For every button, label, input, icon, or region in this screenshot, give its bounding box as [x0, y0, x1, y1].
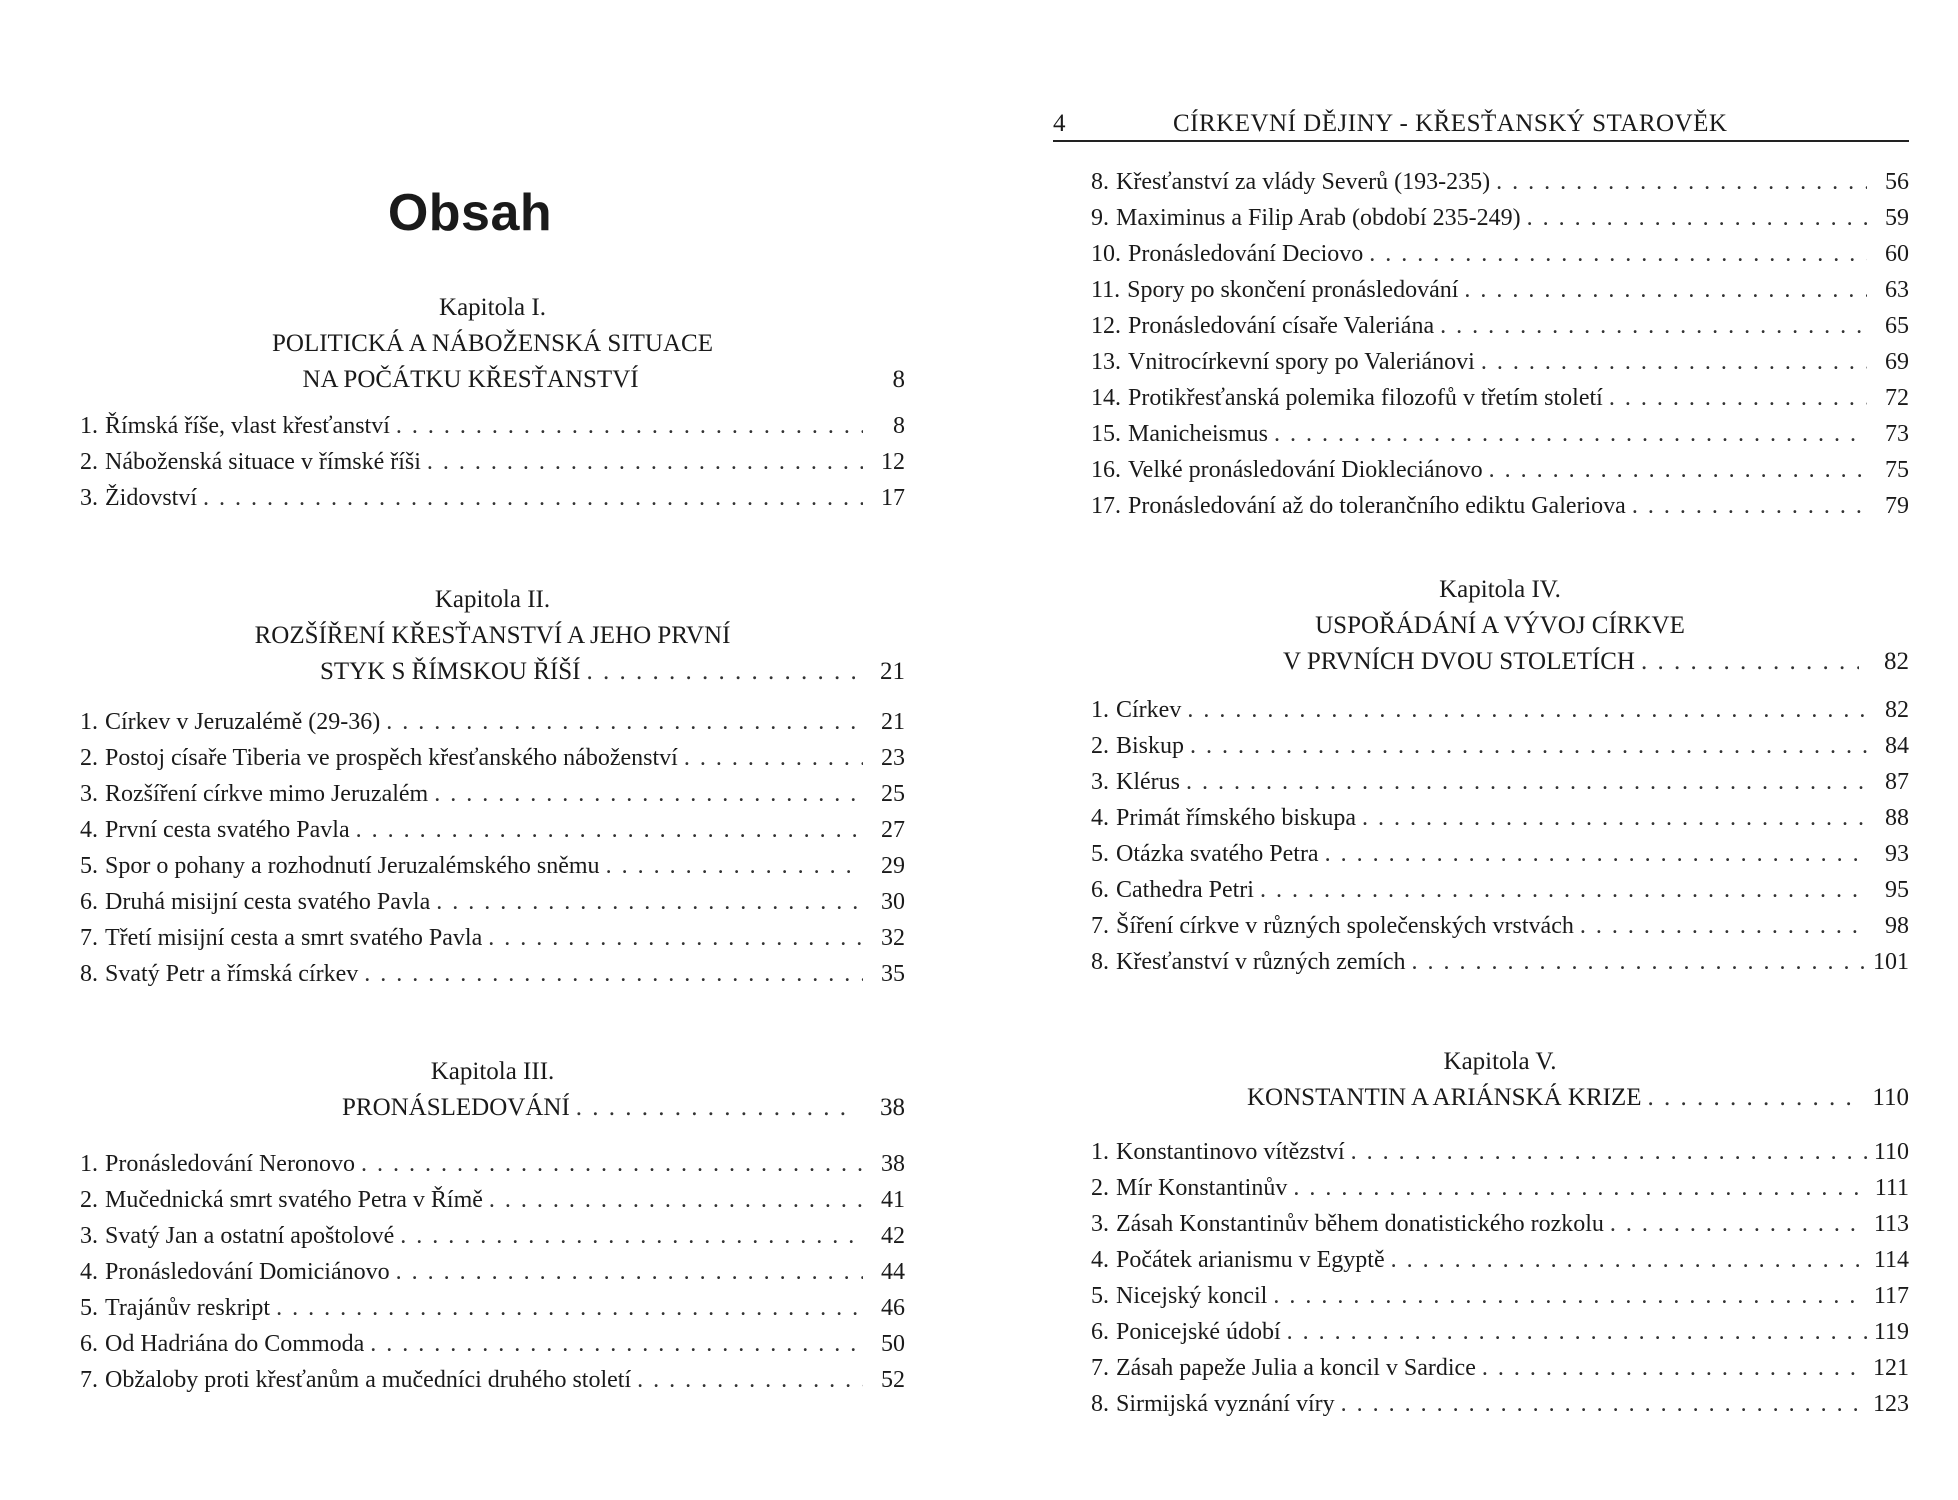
dot-leader: [1190, 728, 1867, 764]
dot-leader: [1527, 200, 1867, 236]
dot-leader: [1481, 344, 1867, 380]
toc-entry[interactable]: [1091, 1242, 1909, 1278]
dot-leader: [1187, 692, 1867, 728]
entry-page-number: 110: [1873, 1139, 1909, 1165]
chapter-page-number: 8: [892, 366, 906, 393]
toc-entry[interactable]: [80, 1326, 905, 1362]
entry-page-number: 44: [881, 1259, 905, 1285]
toc-entry[interactable]: [1091, 452, 1909, 488]
dot-leader: [1440, 308, 1867, 344]
entry-page-number: 73: [1885, 421, 1909, 447]
entry-number: 7.: [80, 1367, 98, 1393]
dot-leader: [356, 812, 863, 848]
entry-page-number: 56: [1885, 169, 1909, 195]
entry-title: Ponicejské údobí: [1116, 1319, 1281, 1345]
entry-number: 3.: [80, 781, 98, 807]
entry-title: Šíření církve v různých společenských vrstvách: [1116, 913, 1574, 939]
entry-title: Pronásledování až do tolerančního ediktu Galeriova: [1128, 493, 1626, 519]
dot-leader: [1489, 452, 1867, 488]
entry-number: 1.: [80, 413, 98, 439]
dot-leader: [396, 1254, 863, 1290]
entry-page-number: 72: [1885, 385, 1909, 411]
entry-page-number: 75: [1885, 457, 1909, 483]
toc-entry[interactable]: [1091, 908, 1909, 944]
entry-title: Církev: [1116, 697, 1182, 723]
entry-title: Vnitrocírkevní spory po Valeriánovi: [1128, 349, 1475, 375]
toc-entry[interactable]: [1091, 1314, 1909, 1350]
dot-leader: [370, 1326, 863, 1362]
entry-page-number: 65: [1885, 313, 1909, 339]
dot-leader: [1186, 764, 1867, 800]
entry-title: Trajánův reskript: [105, 1295, 271, 1321]
dot-leader: [386, 704, 863, 740]
entry-title: Spor o pohany a rozhodnutí Jeruzalémského sněmu: [105, 853, 600, 879]
dot-leader: [1609, 380, 1867, 416]
dot-leader: [1482, 1350, 1867, 1386]
header-page-number: 4: [1053, 110, 1066, 137]
dot-leader: [684, 740, 863, 776]
entry-title: Manicheismus: [1128, 421, 1268, 447]
entry-page-number: 113: [1873, 1211, 1909, 1237]
entry-title: Křesťanství v různých zemích: [1116, 949, 1406, 975]
entry-number: 2.: [80, 1187, 98, 1213]
entry-page-number: 38: [881, 1151, 905, 1177]
dot-leader: [436, 884, 863, 920]
entry-number: 2.: [1091, 1175, 1109, 1201]
toc-entry[interactable]: [1091, 164, 1909, 200]
entry-page-number: 12: [881, 449, 905, 475]
dot-leader: [1351, 1134, 1867, 1170]
dot-leader: [361, 1146, 863, 1182]
entry-title: Mučednická smrt svatého Petra v Římě: [105, 1187, 483, 1213]
toc-entry[interactable]: [1091, 1206, 1909, 1242]
toc-entry[interactable]: [1091, 800, 1909, 836]
chapter-title-row: [1091, 644, 1909, 680]
toc-entry[interactable]: [1091, 872, 1909, 908]
toc-entry[interactable]: [80, 1146, 905, 1182]
entry-title: Maximinus a Filip Arab (období 235-249): [1116, 205, 1521, 231]
toc-entry[interactable]: [1091, 1170, 1909, 1206]
dot-leader: [1464, 272, 1867, 308]
entry-number: 12.: [1091, 313, 1121, 339]
entry-number: 5.: [80, 1295, 98, 1321]
chapter-3-continued: [1091, 164, 1909, 524]
dot-leader: [427, 444, 863, 480]
entry-number: 8.: [1091, 169, 1109, 195]
entry-title: Protikřesťanská polemika filozofů v třetím století: [1128, 385, 1603, 411]
entry-number: 13.: [1091, 349, 1121, 375]
toc-entry[interactable]: [1091, 764, 1909, 800]
entry-number: 6.: [1091, 877, 1109, 903]
dot-leader: [364, 956, 863, 992]
dot-leader: [576, 1090, 855, 1126]
header-title: CÍRKEVNÍ DĚJINY - KŘESŤANSKÝ STAROVĚK: [1173, 110, 1728, 137]
entry-page-number: 23: [881, 745, 905, 771]
entry-number: 6.: [1091, 1319, 1109, 1345]
entry-number: 8.: [1091, 1391, 1109, 1417]
chapter-label: Kapitola III.: [430, 1058, 555, 1085]
toc-entry[interactable]: [1091, 1386, 1909, 1422]
toc-entry[interactable]: [1091, 416, 1909, 452]
chapter-page-number: 82: [1884, 648, 1909, 675]
dot-leader: [1369, 236, 1867, 272]
entry-page-number: 46: [881, 1295, 905, 1321]
entry-number: 2.: [1091, 733, 1109, 759]
entry-number: 5.: [1091, 1283, 1109, 1309]
entry-title: Pronásledování Deciovo: [1128, 241, 1364, 267]
dot-leader: [1648, 1080, 1859, 1116]
entry-number: 6.: [80, 889, 98, 915]
chapter-page-number: 110: [1872, 1084, 1909, 1111]
entry-page-number: 87: [1885, 769, 1909, 795]
entry-title: Konstantinovo vítězství: [1116, 1139, 1345, 1165]
entry-page-number: 121: [1873, 1355, 1909, 1381]
entry-number: 9.: [1091, 205, 1109, 231]
entry-page-number: 60: [1885, 241, 1909, 267]
entry-number: 4.: [80, 1259, 98, 1285]
entry-title: Pronásledování Domiciánovo: [105, 1259, 390, 1285]
dot-leader: [276, 1290, 863, 1326]
entry-page-number: 29: [881, 853, 905, 879]
entry-title: Zásah Konstantinův během donatistického rozkolu: [1116, 1211, 1604, 1237]
entry-number: 1.: [1091, 697, 1109, 723]
entry-page-number: 82: [1885, 697, 1909, 723]
chapter-entries: [80, 1146, 905, 1398]
chapter-title-row: [80, 362, 905, 398]
chapter-5: [1091, 1044, 1909, 1422]
dot-leader: [1610, 1206, 1867, 1242]
entry-number: 1.: [80, 1151, 98, 1177]
dot-leader: [1580, 908, 1867, 944]
dot-leader: [586, 654, 855, 690]
entry-page-number: 30: [881, 889, 905, 915]
entry-title: Svatý Petr a římská církev: [105, 961, 359, 987]
chapter-title-line: NA POČÁTKU KŘESŤANSTVÍ: [302, 366, 639, 393]
dot-leader: [1274, 416, 1867, 452]
dot-leader: [606, 848, 863, 884]
entry-number: 3.: [80, 485, 98, 511]
entry-page-number: 79: [1885, 493, 1909, 519]
entry-number: 17.: [1091, 493, 1121, 519]
entry-number: 2.: [80, 745, 98, 771]
entry-title: Židovství: [105, 485, 198, 511]
chapter-title-line: USPOŘÁDÁNÍ A VÝVOJ CÍRKVE: [1315, 612, 1685, 639]
chapter-title-line: STYK S ŘÍMSKOU ŘÍŠÍ: [320, 658, 581, 685]
entry-page-number: 52: [881, 1367, 905, 1393]
dot-leader: [396, 408, 863, 444]
entry-title: Mír Konstantinův: [1116, 1175, 1288, 1201]
toc-entry[interactable]: [1091, 728, 1909, 764]
entry-title: Sirmijská vyznání víry: [1116, 1391, 1335, 1417]
toc-entry[interactable]: [1091, 692, 1909, 728]
toc-entry[interactable]: [80, 704, 905, 740]
chapter-title-line: PRONÁSLEDOVÁNÍ: [342, 1094, 570, 1121]
toc-entry[interactable]: [80, 884, 905, 920]
toc-entry[interactable]: [80, 848, 905, 884]
toc-entry[interactable]: [80, 956, 905, 992]
chapter-title-row: [80, 1090, 905, 1126]
toc-entry[interactable]: [1091, 344, 1909, 380]
toc-entry[interactable]: [80, 1254, 905, 1290]
entry-page-number: 25: [881, 781, 905, 807]
entry-page-number: 69: [1885, 349, 1909, 375]
entry-title: Klérus: [1116, 769, 1180, 795]
chapter-4: [1091, 572, 1909, 980]
dot-leader: [1273, 1278, 1867, 1314]
entry-title: Pronásledování císaře Valeriána: [1128, 313, 1435, 339]
dot-leader: [488, 920, 863, 956]
chapter-label: Kapitola IV.: [1439, 576, 1561, 603]
toc-entry[interactable]: [1091, 944, 1909, 980]
dot-leader: [400, 1218, 863, 1254]
toc-entry[interactable]: [80, 776, 905, 812]
toc-entry[interactable]: [80, 1182, 905, 1218]
entry-title: Náboženská situace v římské říši: [105, 449, 421, 475]
chapter-title-row: [80, 654, 905, 690]
entry-page-number: 84: [1885, 733, 1909, 759]
entry-page-number: 93: [1885, 841, 1909, 867]
entry-number: 1.: [80, 709, 98, 735]
toc-entry[interactable]: [1091, 836, 1909, 872]
dot-leader: [434, 776, 863, 812]
entry-number: 5.: [1091, 841, 1109, 867]
toc-entry[interactable]: [80, 444, 905, 480]
entry-page-number: 114: [1873, 1247, 1909, 1273]
page-title: Obsah: [387, 183, 553, 242]
toc-entry[interactable]: [1091, 236, 1909, 272]
chapter-1: [80, 290, 905, 516]
entry-page-number: 95: [1885, 877, 1909, 903]
entry-number: 6.: [80, 1331, 98, 1357]
entry-page-number: 21: [881, 709, 905, 735]
running-header: [1053, 104, 1909, 142]
entry-page-number: 88: [1885, 805, 1909, 831]
toc-entry[interactable]: [80, 812, 905, 848]
entry-title: Třetí misijní cesta a smrt svatého Pavla: [105, 925, 483, 951]
toc-entry[interactable]: [1091, 272, 1909, 308]
entry-number: 3.: [1091, 769, 1109, 795]
entry-page-number: 111: [1874, 1175, 1909, 1201]
entry-number: 15.: [1091, 421, 1121, 447]
entry-number: 4.: [1091, 1247, 1109, 1273]
chapter-title-line: POLITICKÁ A NÁBOŽENSKÁ SITUACE: [272, 330, 713, 357]
entry-title: Křesťanství za vlády Severů (193-235): [1116, 169, 1491, 195]
dot-leader: [1362, 800, 1867, 836]
entry-number: 8.: [1091, 949, 1109, 975]
entry-title: Církev v Jeruzalémě (29-36): [105, 709, 381, 735]
chapter-label: Kapitola I.: [439, 294, 546, 321]
chapter-label: Kapitola II.: [434, 586, 551, 613]
chapter-entries: [1091, 692, 1909, 980]
entry-title: Pronásledování Neronovo: [105, 1151, 355, 1177]
dot-leader: [1632, 488, 1867, 524]
entry-page-number: 63: [1885, 277, 1909, 303]
toc-entry[interactable]: [1091, 1134, 1909, 1170]
entry-number: 2.: [80, 449, 98, 475]
dot-leader: [637, 1362, 863, 1398]
dot-leader: [1287, 1314, 1867, 1350]
toc-entry[interactable]: [1091, 308, 1909, 344]
entry-title: Nicejský koncil: [1116, 1283, 1268, 1309]
toc-entry[interactable]: [80, 1362, 905, 1398]
chapter-entries: [80, 704, 905, 992]
entry-page-number: 98: [1885, 913, 1909, 939]
entry-number: 7.: [80, 925, 98, 951]
entry-number: 11.: [1091, 277, 1121, 303]
entry-number: 3.: [80, 1223, 98, 1249]
toc-entry[interactable]: [80, 1218, 905, 1254]
dot-leader: [1325, 836, 1867, 872]
chapter-2: [80, 582, 905, 992]
entry-number: 8.: [80, 961, 98, 987]
toc-entry[interactable]: [1091, 380, 1909, 416]
chapter-entries: [80, 408, 905, 516]
dot-leader: [1412, 944, 1868, 980]
dot-leader: [1260, 872, 1867, 908]
entry-title: Zásah papeže Julia a koncil v Sardice: [1116, 1355, 1476, 1381]
entry-page-number: 17: [881, 485, 905, 511]
entry-page-number: 32: [881, 925, 905, 951]
entry-number: 14.: [1091, 385, 1121, 411]
entry-title: Obžaloby proti křesťanům a mučedníci druhého století: [105, 1367, 632, 1393]
entry-page-number: 50: [881, 1331, 905, 1357]
entry-number: 4.: [80, 817, 98, 843]
dot-leader: [1293, 1170, 1867, 1206]
entry-page-number: 27: [881, 817, 905, 843]
dot-leader: [1341, 1386, 1867, 1422]
toc-entry[interactable]: [80, 1290, 905, 1326]
entry-page-number: 117: [1873, 1283, 1909, 1309]
entry-number: 5.: [80, 853, 98, 879]
entry-title: Rozšíření církve mimo Jeruzalém: [105, 781, 429, 807]
entry-title: Římská říše, vlast křesťanství: [105, 413, 390, 439]
entry-page-number: 123: [1873, 1391, 1909, 1417]
toc-entry[interactable]: [1091, 200, 1909, 236]
entry-page-number: 59: [1885, 205, 1909, 231]
toc-entry[interactable]: [1091, 1278, 1909, 1314]
entry-page-number: 42: [881, 1223, 905, 1249]
chapter-3: [80, 1054, 905, 1398]
entry-page-number: 35: [881, 961, 905, 987]
entry-title: Otázka svatého Petra: [1116, 841, 1319, 867]
entry-number: 7.: [1091, 1355, 1109, 1381]
entry-page-number: 101: [1873, 949, 1909, 975]
dot-leader: [1641, 644, 1859, 680]
entry-title: Biskup: [1116, 733, 1185, 759]
chapter-title-line: V PRVNÍCH DVOU STOLETÍCH: [1283, 648, 1635, 675]
entry-title: Velké pronásledování Diokleciánovo: [1128, 457, 1483, 483]
entry-number: 1.: [1091, 1139, 1109, 1165]
entry-number: 7.: [1091, 913, 1109, 939]
entry-title: Postoj císaře Tiberia ve prospěch křesťanského náboženství: [105, 745, 678, 771]
chapter-label: Kapitola V.: [1443, 1048, 1557, 1075]
chapter-page-number: 21: [880, 658, 905, 685]
toc-entry[interactable]: [80, 920, 905, 956]
entry-title: Cathedra Petri: [1116, 877, 1254, 903]
chapter-entries: [1091, 164, 1909, 524]
entry-number: 3.: [1091, 1211, 1109, 1237]
chapter-title-line: KONSTANTIN A ARIÁNSKÁ KRIZE: [1247, 1084, 1642, 1111]
toc-entry[interactable]: [1091, 1350, 1909, 1386]
chapter-title-line: ROZŠÍŘENÍ KŘESŤANSTVÍ A JEHO PRVNÍ: [254, 622, 731, 649]
entry-title: Počátek arianismu v Egyptě: [1116, 1247, 1385, 1273]
dot-leader: [1496, 164, 1867, 200]
toc-entry[interactable]: [1091, 488, 1909, 524]
entry-title: Svatý Jan a ostatní apoštolové: [105, 1223, 395, 1249]
dot-leader: [489, 1182, 863, 1218]
toc-entry[interactable]: [80, 740, 905, 776]
chapter-entries: [1091, 1134, 1909, 1422]
entry-title: První cesta svatého Pavla: [105, 817, 350, 843]
entry-number: 16.: [1091, 457, 1121, 483]
entry-number: 4.: [1091, 805, 1109, 831]
toc-entry[interactable]: [80, 408, 905, 444]
entry-page-number: 41: [881, 1187, 905, 1213]
entry-page-number: 119: [1873, 1319, 1909, 1345]
entry-title: Od Hadriána do Commoda: [105, 1331, 365, 1357]
dot-leader: [1391, 1242, 1867, 1278]
entry-page-number: 8: [893, 413, 905, 439]
entry-number: 10.: [1091, 241, 1121, 267]
entry-title: Primát římského biskupa: [1116, 805, 1356, 831]
chapter-page-number: 38: [880, 1094, 905, 1121]
entry-title: Druhá misijní cesta svatého Pavla: [105, 889, 431, 915]
chapter-title-row: [1091, 1080, 1909, 1116]
toc-entry[interactable]: [80, 480, 905, 516]
dot-leader: [203, 480, 863, 516]
entry-title: Spory po skončení pronásledování: [1127, 277, 1459, 303]
